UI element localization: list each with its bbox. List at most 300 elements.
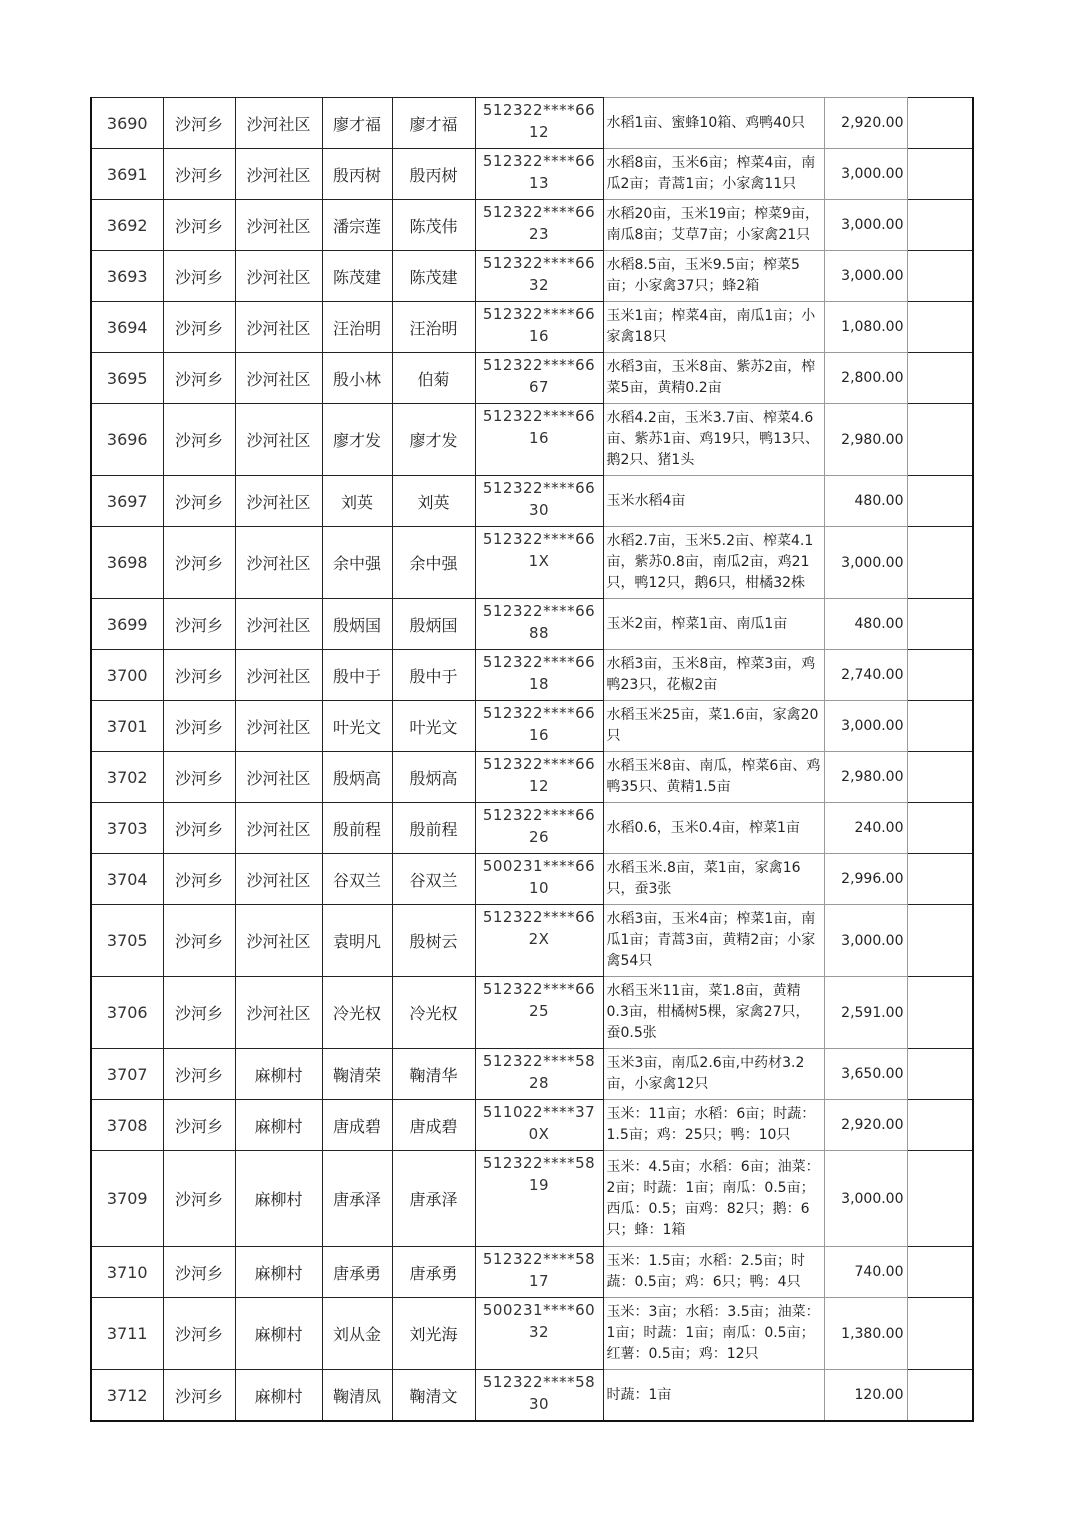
- recipient-name-cell: 鞠清华: [392, 1049, 475, 1100]
- id-number-line-1: 512322****58: [482, 1052, 596, 1070]
- production-description-text: 水稻玉米11亩，菜1.8亩，黄精0.3亩，柑橘树5棵，家禽27只，蚕0.5张: [606, 983, 810, 1041]
- remarks-cell: [907, 200, 973, 251]
- subsidy-amount-cell: 3,000.00: [824, 527, 907, 599]
- production-description-cell: [603, 527, 824, 599]
- subsidy-amount-cell: 1,080.00: [824, 302, 907, 353]
- township-cell: 沙河乡: [163, 905, 235, 977]
- row-number-cell: 3699: [91, 599, 163, 650]
- row-number-cell: 3705: [91, 905, 163, 977]
- table-row: [91, 404, 973, 476]
- id-number-cell: [475, 527, 603, 599]
- production-description-cell: [603, 476, 824, 527]
- row-number-cell: 3703: [91, 803, 163, 854]
- table-row: [91, 98, 973, 149]
- production-description-text: 玉米1亩；榨菜4亩，南瓜1亩；小家禽18只: [606, 308, 816, 345]
- recipient-name-cell: 冷光权: [392, 977, 475, 1049]
- production-description-text: 玉米：1.5亩；水稻：2.5亩；时蔬：0.5亩；鸡：6只；鸭：4只: [606, 1253, 806, 1290]
- production-description-text: 玉米：11亩；水稻：6亩；时蔬：1.5亩；鸡：25只；鸭：10只: [606, 1106, 816, 1143]
- production-description-cell: [603, 650, 824, 701]
- production-description-text: 玉米2亩，榨菜1亩、南瓜1亩: [606, 615, 788, 632]
- subsidy-amount-cell: 480.00: [824, 476, 907, 527]
- remarks-cell: [907, 98, 973, 149]
- subsidy-amount-cell: 3,000.00: [824, 1151, 907, 1247]
- village-cell: 沙河社区: [235, 302, 322, 353]
- id-number-cell: [475, 1100, 603, 1151]
- remarks-cell: [907, 251, 973, 302]
- row-number-cell: 3698: [91, 527, 163, 599]
- id-number-line-2: 32: [528, 276, 550, 294]
- id-number-line-1: 512322****66: [482, 908, 596, 926]
- remarks-cell: [907, 404, 973, 476]
- id-number-line-2: 23: [528, 225, 550, 243]
- village-cell: 沙河社区: [235, 251, 322, 302]
- table-row: [91, 650, 973, 701]
- subsidy-amount-cell: 3,000.00: [824, 200, 907, 251]
- household-head-cell: 唐成碧: [322, 1100, 392, 1151]
- household-head-cell: 殷丙树: [322, 149, 392, 200]
- recipient-name-cell: 殷前程: [392, 803, 475, 854]
- production-description-text: 水稻玉米8亩、南瓜，榨菜6亩、鸡鸭35只、黄精1.5亩: [606, 758, 821, 795]
- township-cell: 沙河乡: [163, 1370, 235, 1422]
- table-row: [91, 200, 973, 251]
- recipient-name-cell: 廖才福: [392, 98, 475, 149]
- row-number-cell: 3695: [91, 353, 163, 404]
- id-number-line-1: 512322****66: [482, 479, 596, 497]
- row-number-cell: 3710: [91, 1247, 163, 1298]
- township-cell: 沙河乡: [163, 599, 235, 650]
- row-number-cell: 3709: [91, 1151, 163, 1247]
- household-head-cell: 殷中于: [322, 650, 392, 701]
- id-number-line-2: 30: [528, 1395, 550, 1413]
- village-cell: 沙河社区: [235, 200, 322, 251]
- household-head-cell: 殷小林: [322, 353, 392, 404]
- recipient-name-cell: 殷树云: [392, 905, 475, 977]
- production-description-text: 玉米水稻4亩: [606, 492, 686, 509]
- village-cell: 沙河社区: [235, 650, 322, 701]
- table-row: [91, 476, 973, 527]
- village-cell: 沙河社区: [235, 905, 322, 977]
- id-number-cell: [475, 476, 603, 527]
- production-description-cell: [603, 404, 824, 476]
- row-number-cell: 3707: [91, 1049, 163, 1100]
- id-number-line-2: 12: [528, 777, 550, 795]
- id-number-line-2: 16: [528, 726, 550, 744]
- village-cell: 沙河社区: [235, 476, 322, 527]
- row-number-cell: 3712: [91, 1370, 163, 1422]
- production-description-cell: [603, 98, 824, 149]
- id-number-cell: [475, 1151, 603, 1247]
- id-number-line-2: 12: [528, 123, 550, 141]
- id-number-line-2: 19: [528, 1176, 550, 1194]
- id-number-line-2: 30: [528, 501, 550, 519]
- subsidy-amount-cell: 2,980.00: [824, 752, 907, 803]
- household-head-cell: 潘宗莲: [322, 200, 392, 251]
- household-head-cell: 谷双兰: [322, 854, 392, 905]
- recipient-name-cell: 刘光海: [392, 1298, 475, 1370]
- subsidy-table: [90, 97, 974, 1422]
- row-number-cell: 3706: [91, 977, 163, 1049]
- id-number-line-2: 1X: [528, 552, 550, 570]
- township-cell: 沙河乡: [163, 98, 235, 149]
- production-description-cell: [603, 1151, 824, 1247]
- production-description-text: 水稻20亩，玉米19亩；榨菜9亩，南瓜8亩；艾草7亩；小家禽21只: [606, 206, 820, 243]
- remarks-cell: [907, 752, 973, 803]
- id-number-line-1: 500231****60: [482, 1301, 596, 1319]
- subsidy-amount-cell: 3,000.00: [824, 905, 907, 977]
- id-number-line-1: 512322****66: [482, 356, 596, 374]
- table-row: [91, 1049, 973, 1100]
- village-cell: 沙河社区: [235, 752, 322, 803]
- production-description-cell: [603, 1049, 824, 1100]
- household-head-cell: 陈茂建: [322, 251, 392, 302]
- production-description-cell: [603, 599, 824, 650]
- recipient-name-cell: 余中强: [392, 527, 475, 599]
- row-number-cell: 3701: [91, 701, 163, 752]
- recipient-name-cell: 鞠清文: [392, 1370, 475, 1422]
- township-cell: 沙河乡: [163, 854, 235, 905]
- table-row: [91, 302, 973, 353]
- township-cell: 沙河乡: [163, 476, 235, 527]
- table-row: [91, 1370, 973, 1422]
- id-number-cell: [475, 1049, 603, 1100]
- row-number-cell: 3690: [91, 98, 163, 149]
- table-row: [91, 752, 973, 803]
- recipient-name-cell: 殷丙树: [392, 149, 475, 200]
- production-description-cell: [603, 905, 824, 977]
- remarks-cell: [907, 527, 973, 599]
- subsidy-amount-cell: 2,591.00: [824, 977, 907, 1049]
- production-description-cell: [603, 752, 824, 803]
- production-description-text: 水稻1亩、蜜蜂10箱、鸡鸭40只: [606, 114, 806, 131]
- production-description-text: 水稻4.2亩，玉米3.7亩、榨菜4.6亩、紫苏1亩、鸡19只，鸭13只、鹅2只、猪1头: [606, 410, 820, 468]
- village-cell: 麻柳村: [235, 1247, 322, 1298]
- production-description-text: 水稻3亩，玉米4亩；榨菜1亩，南瓜1亩；青蒿3亩，黄精2亩；小家禽54只: [606, 911, 816, 969]
- table-row: [91, 599, 973, 650]
- id-number-line-2: 2X: [528, 930, 550, 948]
- township-cell: 沙河乡: [163, 302, 235, 353]
- production-description-text: 时蔬：1亩: [606, 1386, 672, 1403]
- remarks-cell: [907, 599, 973, 650]
- township-cell: 沙河乡: [163, 353, 235, 404]
- township-cell: 沙河乡: [163, 701, 235, 752]
- subsidy-amount-cell: 3,000.00: [824, 701, 907, 752]
- production-description-cell: [603, 353, 824, 404]
- id-number-cell: [475, 854, 603, 905]
- recipient-name-cell: 刘英: [392, 476, 475, 527]
- id-number-cell: [475, 200, 603, 251]
- id-number-line-2: 26: [528, 828, 550, 846]
- id-number-line-1: 500231****66: [482, 857, 596, 875]
- village-cell: 麻柳村: [235, 1370, 322, 1422]
- table-row: [91, 353, 973, 404]
- id-number-line-1: 512322****66: [482, 980, 596, 998]
- village-cell: 沙河社区: [235, 353, 322, 404]
- remarks-cell: [907, 302, 973, 353]
- township-cell: 沙河乡: [163, 650, 235, 701]
- table-row: [91, 1151, 973, 1247]
- row-number-cell: 3693: [91, 251, 163, 302]
- household-head-cell: 殷前程: [322, 803, 392, 854]
- id-number-cell: [475, 149, 603, 200]
- production-description-text: 水稻0.6，玉米0.4亩，榨菜1亩: [606, 819, 800, 836]
- row-number-cell: 3694: [91, 302, 163, 353]
- recipient-name-cell: 廖才发: [392, 404, 475, 476]
- household-head-cell: 叶光文: [322, 701, 392, 752]
- recipient-name-cell: 陈茂伟: [392, 200, 475, 251]
- production-description-cell: [603, 200, 824, 251]
- household-head-cell: 鞠清凤: [322, 1370, 392, 1422]
- village-cell: 沙河社区: [235, 977, 322, 1049]
- household-head-cell: 余中强: [322, 527, 392, 599]
- id-number-line-2: 32: [528, 1323, 550, 1341]
- production-description-cell: [603, 302, 824, 353]
- remarks-cell: [907, 905, 973, 977]
- production-description-cell: [603, 977, 824, 1049]
- production-description-text: 水稻3亩，玉米8亩，榨菜3亩，鸡鸭23只，花椒2亩: [606, 656, 816, 693]
- production-description-text: 玉米3亩，南瓜2.6亩,中药材3.2亩，小家禽12只: [606, 1055, 805, 1092]
- production-description-cell: [603, 1298, 824, 1370]
- remarks-cell: [907, 1100, 973, 1151]
- id-number-line-1: 512322****58: [482, 1250, 596, 1268]
- production-description-cell: [603, 1247, 824, 1298]
- id-number-cell: [475, 1247, 603, 1298]
- table-row: [91, 1100, 973, 1151]
- id-number-line-2: 0X: [528, 1125, 550, 1143]
- household-head-cell: 冷光权: [322, 977, 392, 1049]
- row-number-cell: 3691: [91, 149, 163, 200]
- household-head-cell: 鞠清荣: [322, 1049, 392, 1100]
- village-cell: 沙河社区: [235, 527, 322, 599]
- household-head-cell: 袁明凡: [322, 905, 392, 977]
- subsidy-amount-cell: 2,740.00: [824, 650, 907, 701]
- household-head-cell: 唐承泽: [322, 1151, 392, 1247]
- id-number-line-1: 511022****37: [482, 1103, 596, 1121]
- village-cell: 沙河社区: [235, 599, 322, 650]
- production-description-cell: [603, 854, 824, 905]
- id-number-cell: [475, 977, 603, 1049]
- township-cell: 沙河乡: [163, 977, 235, 1049]
- id-number-line-2: 67: [528, 378, 550, 396]
- row-number-cell: 3692: [91, 200, 163, 251]
- village-cell: 沙河社区: [235, 98, 322, 149]
- id-number-line-1: 512322****66: [482, 254, 596, 272]
- id-number-line-1: 512322****66: [482, 755, 596, 773]
- row-number-cell: 3704: [91, 854, 163, 905]
- id-number-cell: [475, 905, 603, 977]
- id-number-line-1: 512322****58: [482, 1373, 596, 1391]
- remarks-cell: [907, 1298, 973, 1370]
- household-head-cell: 殷炳国: [322, 599, 392, 650]
- subsidy-amount-cell: 120.00: [824, 1370, 907, 1422]
- township-cell: 沙河乡: [163, 1100, 235, 1151]
- id-number-line-1: 512322****66: [482, 101, 596, 119]
- subsidy-amount-cell: 740.00: [824, 1247, 907, 1298]
- table-row: [91, 905, 973, 977]
- township-cell: 沙河乡: [163, 803, 235, 854]
- subsidy-amount-cell: 240.00: [824, 803, 907, 854]
- id-number-cell: [475, 752, 603, 803]
- remarks-cell: [907, 1151, 973, 1247]
- production-description-cell: [603, 1100, 824, 1151]
- row-number-cell: 3697: [91, 476, 163, 527]
- township-cell: 沙河乡: [163, 527, 235, 599]
- id-number-line-2: 17: [528, 1272, 550, 1290]
- id-number-line-2: 28: [528, 1074, 550, 1092]
- township-cell: 沙河乡: [163, 1298, 235, 1370]
- village-cell: 沙河社区: [235, 854, 322, 905]
- village-cell: 麻柳村: [235, 1151, 322, 1247]
- subsidy-amount-cell: 3,000.00: [824, 251, 907, 302]
- id-number-line-1: 512322****58: [482, 1154, 596, 1172]
- recipient-name-cell: 唐成碧: [392, 1100, 475, 1151]
- production-description-cell: [603, 251, 824, 302]
- recipient-name-cell: 唐承泽: [392, 1151, 475, 1247]
- recipient-name-cell: 叶光文: [392, 701, 475, 752]
- id-number-cell: [475, 353, 603, 404]
- remarks-cell: [907, 701, 973, 752]
- remarks-cell: [907, 1247, 973, 1298]
- id-number-line-2: 16: [528, 429, 550, 447]
- table-row: [91, 854, 973, 905]
- remarks-cell: [907, 1370, 973, 1422]
- id-number-line-1: 512322****66: [482, 203, 596, 221]
- id-number-line-1: 512322****66: [482, 305, 596, 323]
- production-description-text: 水稻3亩，玉米8亩、紫苏2亩，榨菜5亩，黄精0.2亩: [606, 359, 816, 396]
- id-number-line-2: 18: [528, 675, 550, 693]
- table-row: [91, 977, 973, 1049]
- recipient-name-cell: 殷炳高: [392, 752, 475, 803]
- subsidy-amount-cell: 3,000.00: [824, 149, 907, 200]
- row-number-cell: 3711: [91, 1298, 163, 1370]
- production-description-cell: [603, 803, 824, 854]
- table-row: [91, 527, 973, 599]
- household-head-cell: 唐承勇: [322, 1247, 392, 1298]
- id-number-cell: [475, 599, 603, 650]
- row-number-cell: 3700: [91, 650, 163, 701]
- household-head-cell: 殷炳高: [322, 752, 392, 803]
- recipient-name-cell: 谷双兰: [392, 854, 475, 905]
- row-number-cell: 3702: [91, 752, 163, 803]
- production-description-text: 水稻玉米.8亩，菜1亩，家禽16只，蚕3张: [606, 860, 801, 897]
- id-number-line-1: 512322****66: [482, 704, 596, 722]
- remarks-cell: [907, 1049, 973, 1100]
- id-number-cell: [475, 701, 603, 752]
- village-cell: 麻柳村: [235, 1049, 322, 1100]
- subsidy-amount-cell: 2,920.00: [824, 1100, 907, 1151]
- id-number-line-2: 13: [528, 174, 550, 192]
- production-description-text: 水稻8亩，玉米6亩；榨菜4亩，南瓜2亩；青蒿1亩；小家禽11只: [606, 155, 816, 192]
- household-head-cell: 汪治明: [322, 302, 392, 353]
- row-number-cell: 3696: [91, 404, 163, 476]
- table-row: [91, 701, 973, 752]
- table-row: [91, 803, 973, 854]
- id-number-line-1: 512322****66: [482, 530, 596, 548]
- id-number-line-1: 512322****66: [482, 407, 596, 425]
- production-description-text: 玉米：4.5亩；水稻：6亩；油菜：2亩；时蔬：1亩；南瓜：0.5亩；西瓜：0.5；亩鸡：82只；鹅：6只；蜂：1箱: [606, 1158, 820, 1238]
- id-number-cell: [475, 1298, 603, 1370]
- subsidy-amount-cell: 2,800.00: [824, 353, 907, 404]
- recipient-name-cell: 唐承勇: [392, 1247, 475, 1298]
- recipient-name-cell: 陈茂建: [392, 251, 475, 302]
- township-cell: 沙河乡: [163, 1151, 235, 1247]
- household-head-cell: 廖才发: [322, 404, 392, 476]
- township-cell: 沙河乡: [163, 404, 235, 476]
- production-description-cell: [603, 149, 824, 200]
- table-row: [91, 1298, 973, 1370]
- township-cell: 沙河乡: [163, 752, 235, 803]
- subsidy-amount-cell: 2,996.00: [824, 854, 907, 905]
- village-cell: 沙河社区: [235, 149, 322, 200]
- id-number-line-1: 512322****66: [482, 602, 596, 620]
- production-description-text: 水稻2.7亩，玉米5.2亩、榨菜4.1亩，紫苏0.8亩，南瓜2亩，鸡21只，鸭12只，鹅6只，柑橘32株: [606, 533, 814, 591]
- household-head-cell: 刘从金: [322, 1298, 392, 1370]
- production-description-cell: [603, 701, 824, 752]
- subsidy-amount-cell: 1,380.00: [824, 1298, 907, 1370]
- id-number-cell: [475, 404, 603, 476]
- village-cell: 沙河社区: [235, 803, 322, 854]
- subsidy-amount-cell: 480.00: [824, 599, 907, 650]
- remarks-cell: [907, 650, 973, 701]
- village-cell: 麻柳村: [235, 1100, 322, 1151]
- household-head-cell: 廖才福: [322, 98, 392, 149]
- id-number-line-2: 88: [528, 624, 550, 642]
- id-number-line-1: 512322****66: [482, 806, 596, 824]
- table-row: [91, 149, 973, 200]
- township-cell: 沙河乡: [163, 149, 235, 200]
- id-number-line-1: 512322****66: [482, 653, 596, 671]
- township-cell: 沙河乡: [163, 1049, 235, 1100]
- production-description-text: 水稻8.5亩，玉米9.5亩；榨菜5亩；小家禽37只；蜂2箱: [606, 257, 800, 294]
- recipient-name-cell: 伯菊: [392, 353, 475, 404]
- id-number-cell: [475, 98, 603, 149]
- table-body: [91, 98, 973, 1422]
- remarks-cell: [907, 977, 973, 1049]
- id-number-cell: [475, 251, 603, 302]
- remarks-cell: [907, 149, 973, 200]
- recipient-name-cell: 汪治明: [392, 302, 475, 353]
- production-description-text: 玉米：3亩；水稻：3.5亩；油菜：1亩；时蔬：1亩；南瓜：0.5亩；红薯：0.5亩；鸡：12只: [606, 1304, 820, 1362]
- township-cell: 沙河乡: [163, 1247, 235, 1298]
- remarks-cell: [907, 476, 973, 527]
- production-description-text: 水稻玉米25亩，菜1.6亩，家禽20只: [606, 707, 819, 744]
- subsidy-amount-cell: 3,650.00: [824, 1049, 907, 1100]
- township-cell: 沙河乡: [163, 251, 235, 302]
- row-number-cell: 3708: [91, 1100, 163, 1151]
- table-row: [91, 1247, 973, 1298]
- table-row: [91, 251, 973, 302]
- id-number-cell: [475, 803, 603, 854]
- id-number-line-2: 16: [528, 327, 550, 345]
- remarks-cell: [907, 353, 973, 404]
- id-number-cell: [475, 650, 603, 701]
- village-cell: 沙河社区: [235, 701, 322, 752]
- id-number-line-2: 10: [528, 879, 550, 897]
- id-number-line-2: 25: [528, 1002, 550, 1020]
- subsidy-amount-cell: 2,920.00: [824, 98, 907, 149]
- remarks-cell: [907, 854, 973, 905]
- id-number-cell: [475, 1370, 603, 1422]
- village-cell: 麻柳村: [235, 1298, 322, 1370]
- id-number-line-1: 512322****66: [482, 152, 596, 170]
- recipient-name-cell: 殷中于: [392, 650, 475, 701]
- household-head-cell: 刘英: [322, 476, 392, 527]
- township-cell: 沙河乡: [163, 200, 235, 251]
- village-cell: 沙河社区: [235, 404, 322, 476]
- recipient-name-cell: 殷炳国: [392, 599, 475, 650]
- production-description-cell: [603, 1370, 824, 1422]
- remarks-cell: [907, 803, 973, 854]
- id-number-cell: [475, 302, 603, 353]
